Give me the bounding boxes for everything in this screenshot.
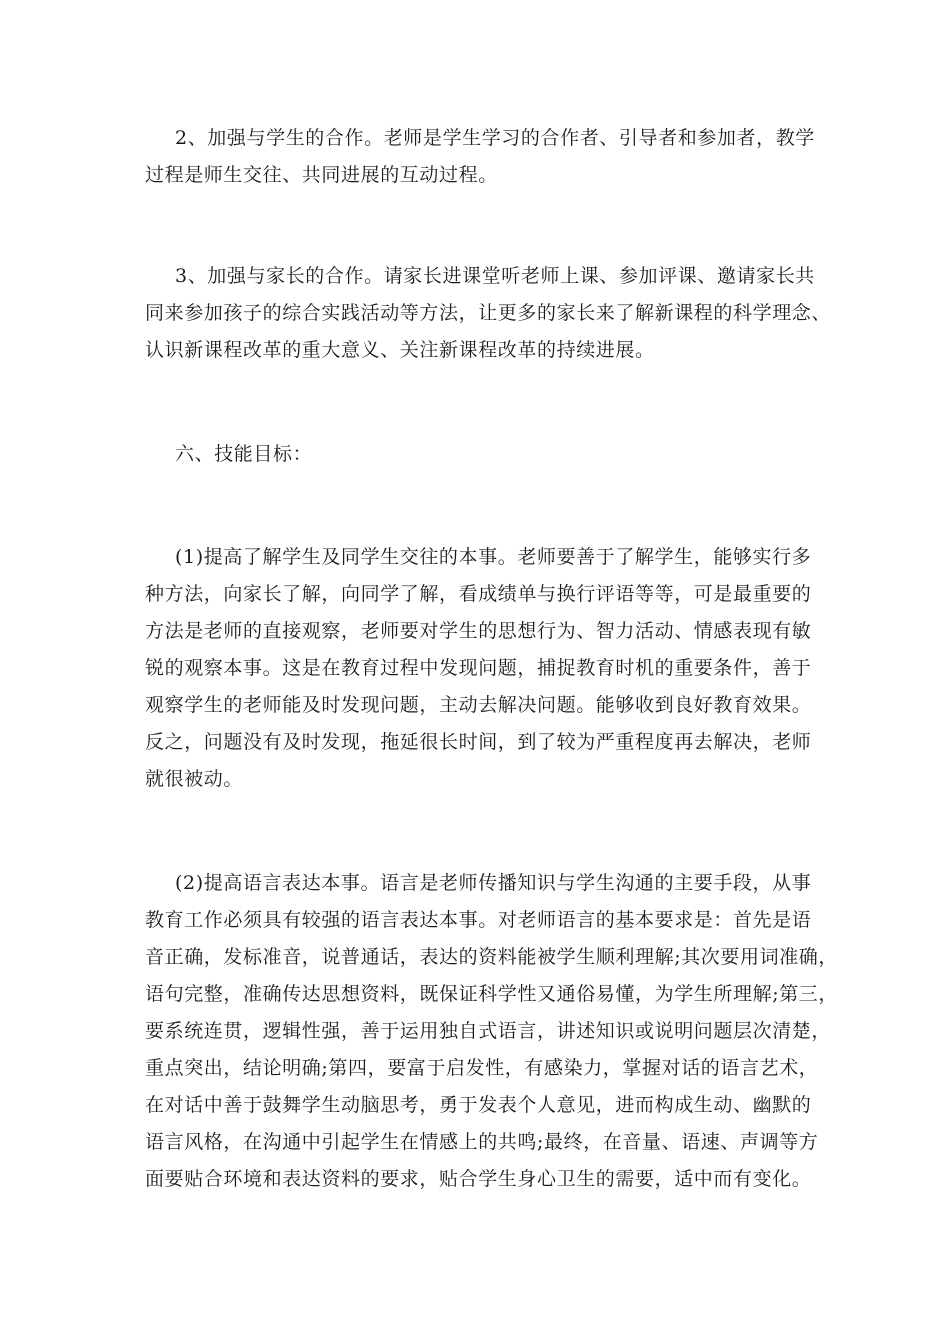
paragraph-4-line-1: (2)提高语言表达本事。语言是老师传播知识与学生沟通的主要手段，从事 [175,872,812,894]
paragraph-3-line-7: 就很被动。 [145,768,244,790]
paragraph-4-line-2: 教育工作必须具有较强的语言表达本事。对老师语言的基本要求是：首先是语 [145,909,812,931]
paragraph-1-line-2: 过程是师生交往、共同进展的互动过程。 [145,164,498,186]
paragraph-2-line-2: 同来参加孩子的综合实践活动等方法，让更多的家长来了解新课程的科学理念、 [145,302,832,324]
paragraph-3-line-6: 反之，问题没有及时发现，拖延很长时间，到了较为严重程度再去解决，老师 [145,731,812,753]
paragraph-2-line-1: 3、加强与家长的合作。请家长进课堂听老师上课、参加评课、邀请家长共 [175,265,815,287]
paragraph-1-line-1: 2、加强与学生的合作。老师是学生学习的合作者、引导者和参加者，教学 [175,127,815,149]
paragraph-3-line-4: 锐的观察本事。这是在教育过程中发现问题，捕捉教育时机的重要条件，善于 [145,657,812,679]
paragraph-4-line-6: 重点突出，结论明确;第四，要富于启发性，有感染力，掌握对话的语言艺术， [145,1057,819,1079]
paragraph-4-line-8: 语言风格，在沟通中引起学生在情感上的共鸣;最终，在音量、语速、声调等方 [145,1131,819,1153]
paragraph-2-line-3: 认识新课程改革的重大意义、关注新课程改革的持续进展。 [145,339,655,361]
paragraph-3-line-1: (1)提高了解学生及同学生交往的本事。老师要善于了解学生，能够实行多 [175,546,812,568]
paragraph-4-line-7: 在对话中善于鼓舞学生动脑思考，勇于发表个人意见，进而构成生动、幽默的 [145,1094,812,1116]
paragraph-3-line-5: 观察学生的老师能及时发现问题，主动去解决问题。能够收到良好教育效果。 [145,694,812,716]
paragraph-4-line-9: 面要贴合环境和表达资料的要求，贴合学生身心卫生的需要，适中而有变化。 [145,1168,812,1190]
paragraph-4-line-3: 音正确，发标准音，说普通话，表达的资料能被学生顺利理解;其次要用词准确， [145,946,839,968]
paragraph-4-line-4: 语句完整，准确传达思想资料，既保证科学性又通俗易懂，为学生所理解;第三， [145,983,839,1005]
paragraph-3-line-2: 种方法，向家长了解，向同学了解，看成绩单与换行评语等等，可是最重要的 [145,583,812,605]
paragraph-3-line-3: 方法是老师的直接观察，老师要对学生的思想行为、智力活动、情感表现有敏 [145,620,812,642]
paragraph-4-line-5: 要系统连贯，逻辑性强，善于运用独自式语言，讲述知识或说明问题层次清楚， [145,1020,832,1042]
section-heading: 六、技能目标： [175,443,313,465]
